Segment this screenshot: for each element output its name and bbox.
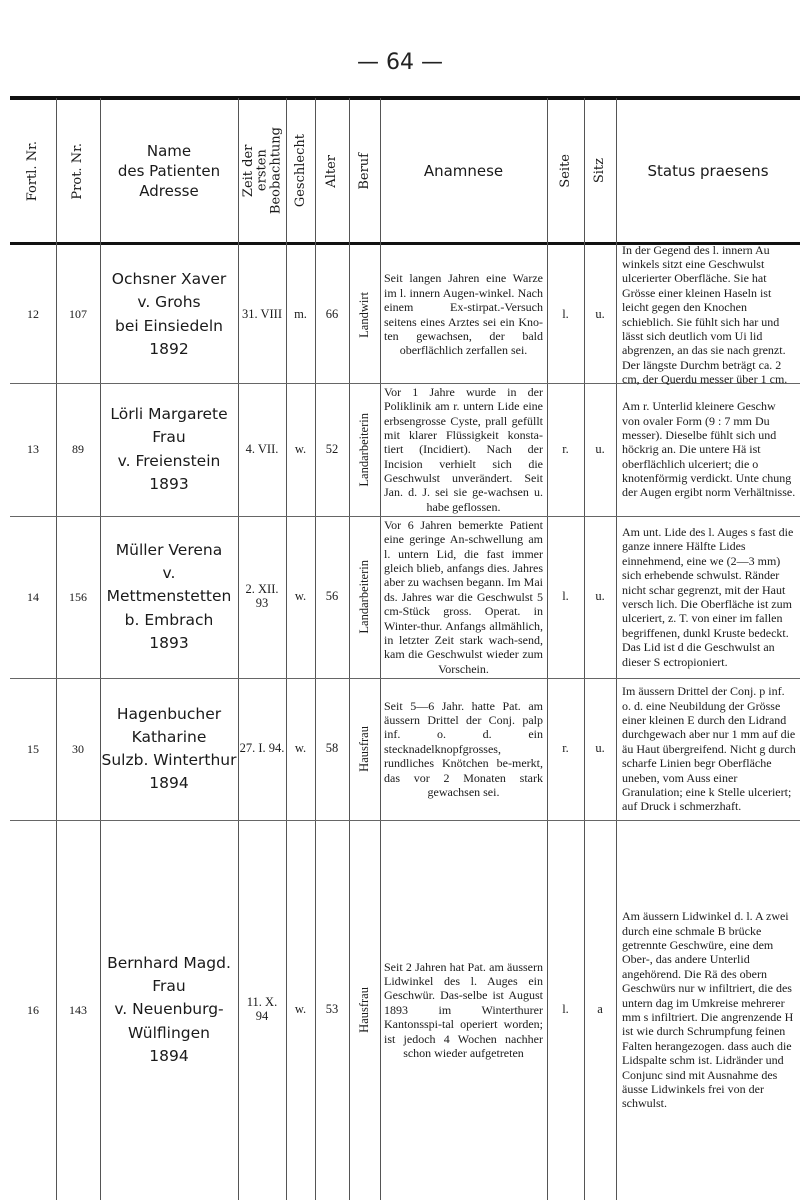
cell-beruf-text: Landwirt — [357, 291, 371, 338]
cell-zeit: 27. I. 94. — [239, 741, 285, 756]
header-status: Status praesens — [647, 161, 769, 180]
cell-name: Hagenbucher Katharine Sulzb. Winterthur 1894 — [101, 704, 237, 793]
cell-status — [616, 387, 800, 512]
cell-beruf — [349, 250, 380, 379]
header-alter — [315, 100, 349, 242]
cell-fortl: 15 — [27, 741, 39, 756]
cell-name: Müller Verena v. Mettmenstetten b. Embrach 1893 — [106, 540, 232, 652]
header-zeit — [238, 100, 286, 242]
cell-prot: 143 — [69, 1002, 87, 1017]
cell-beruf — [349, 520, 380, 674]
header-beruf — [349, 100, 380, 242]
cell-prot: 30 — [72, 741, 84, 756]
cell-name: Lörli Margarete Frau v. Freienstein 1893 — [110, 405, 228, 493]
cell-alter: 58 — [325, 741, 339, 756]
cell-zeit: 2. XII. 93 — [245, 582, 279, 610]
cell-sitz: u. — [595, 441, 605, 456]
cell-anamnese-text: Seit langen Jahren eine Warze im l. innern Augen-winkel. Nach einem Ex-stirpat.-Versuch seitens eines Arztes sei ein Kno-ten gewachsen, der bald oberflächlich zerfallen sei. — [384, 271, 543, 358]
cell-beruf — [349, 682, 380, 816]
header-anamnese: Anamnese — [423, 161, 504, 180]
cell-geschlecht: w. — [294, 589, 307, 604]
cell-status-text: Am r. Unterlid kleinere Geschw von ovaler Form (9 : 7 mm Du messer). Dieselbe fühlt sich und höckrig an. Die untere Hä ist oberflächlich ulceriert; die o knotenförmig verdickt. Unte chung der Augen ergibt norm Verhältnisse. — [622, 399, 796, 500]
cell-zeit: 11. X. 94 — [246, 995, 278, 1023]
cell-status-text: Am unt. Lide des l. Auges s fast die ganze innere Hälfte Lides einnehmend, eine we (2—3 mm) sich erhebende schwulst. Ränder nicht schar gegrenzt, mit der Haut versch lich. Die Oberfläche ist zum ulceriert, z. T. von einer im fallen begriffenen, dunkl Kruste bedeckt. Das Lid ist d die Geschwulst an dieser S ectropioniert. — [622, 525, 794, 669]
header-label: Alter — [324, 154, 340, 188]
cell-seite: r. — [562, 741, 569, 756]
header-label: Seite — [557, 154, 573, 188]
header-sitz — [584, 100, 616, 242]
cell-status-text: Im äussern Drittel der Conj. p inf. o. d. eine Neubildung der Grösse einer kleinen E durch den Lidrand durchgewach aber nur 1 mm auf die äu Haut übergreifend. Nicht g durch scharfe Linien begr Oberfläche uneben, vom Auss einer Granulation; eine k Stelle ulceriert; auf Druck i schmerzhaft. — [622, 684, 796, 814]
cell-status — [616, 824, 800, 1196]
header-label: Geschlecht — [292, 134, 308, 208]
cell-name: Ochsner Xaver v. Grohs bei Einsiedeln 1892 — [111, 270, 227, 358]
header-label: Sitz — [592, 158, 608, 184]
cell-beruf-text: Hausfrau — [357, 987, 371, 1033]
cell-beruf-text: Landarbeiterin — [357, 560, 371, 634]
cell-fortl: 16 — [27, 1002, 39, 1017]
cell-geschlecht: m. — [294, 306, 307, 321]
page-number: — 64 — — [357, 50, 443, 75]
cell-geschlecht: w. — [294, 1002, 307, 1017]
cell-anamnese — [380, 384, 547, 514]
cell-seite: l. — [562, 589, 569, 604]
cell-prot: 156 — [69, 589, 87, 604]
cell-alter: 52 — [325, 441, 339, 456]
header-label: Prot. Nr. — [70, 142, 86, 200]
cell-anamnese-text: Vor 6 Jahren bemerkte Patient eine geringe An-schwellung am l. untern Lid, die fast immer gleich blieb, anfangs dies. Jahres aber zu wachsen begann. Im Mai ds. Jahres war die Geschwulst 5 cm-Stück gross. Operat. in Winter-thur. Anfangs allmählich, in letzter Zeit stark wach-send, kam die Geschwulst wieder zum Vorschein. — [384, 517, 543, 676]
cell-anamnese-text: Seit 2 Jahren hat Pat. am äussern Lidwinkel des l. Auges ein Geschwür. Das-selbe ist August 1893 im Winterthurer Kantonsspi-tal operiert worden; ist jedoch 4 Wochen nachher schon wieder aufgetreten — [384, 959, 543, 1060]
header-name: Name des Patienten Adresse — [117, 141, 221, 201]
cell-alter: 66 — [325, 306, 339, 321]
cell-name: Bernhard Magd. Frau v. Neuenburg- Wülflingen 1894 — [107, 953, 231, 1065]
header-label: Fortl. Nr. — [25, 140, 41, 202]
cell-status — [616, 682, 800, 816]
cell-beruf — [349, 387, 380, 512]
cell-anamnese — [380, 250, 547, 379]
cell-anamnese-text: Vor 1 Jahre wurde in der Poliklinik am r. untern Lide eine erbsengrosse Cyste, prall gefüllt mit klarer Flüssigkeit konsta-tiert (Incidiert). Nach der Incision verhielt sich die Geschwulst unverändert. Seit Jan. d. J. sei sie ge-wachsen u. habe geflossen. — [384, 384, 543, 514]
cell-status-text: In der Gegend des l. innern Au winkels sitzt eine Geschwulst ulcerierter Oberfläche. Sie hat Grösse einer kleinen Haseln ist leicht gegen den Knochen schieblich. Sie fühlt sich har und lässt sich deutlich vom Ui lid abgrenzen, an das sie nach grenzt. Der längste Durchm beträgt ca. 2 cm, der Querdu messer über 1 cm. — [622, 242, 788, 387]
cell-alter: 53 — [325, 1002, 339, 1017]
cell-alter: 56 — [325, 589, 339, 604]
cell-geschlecht: w. — [294, 741, 307, 756]
header-label: Beruf — [356, 152, 372, 190]
cell-sitz: a — [597, 1002, 603, 1017]
cell-status — [616, 520, 800, 674]
cell-seite: r. — [562, 441, 569, 456]
cell-seite: l. — [562, 1002, 569, 1017]
header-geschlecht — [286, 100, 315, 242]
cell-beruf — [349, 824, 380, 1196]
cell-sitz: u. — [595, 306, 605, 321]
cell-fortl: 14 — [27, 589, 39, 604]
cell-status — [616, 242, 800, 387]
cell-status-text: Am äussern Lidwinkel d. l. A zwei durch eine schmale B brücke getrennte Geschwüre, eine dem Ober-, das andere Unterlid angehörend. Die Rä des obern Geschwürs nur w infiltriert, die des untern dag im Umkreise mehrerer mm s infiltriert. Die angrenzende H ist wie durch Schrumpfung feinen Falten herangezogen. dass auch die Lidspalte schm ist. Lidränder und Conjunc sind mit Ausnahme des äusse Lidwinkels frei von der schwulst. — [622, 909, 794, 1111]
cell-zeit: 31. VIII — [241, 306, 283, 321]
row-divider — [10, 516, 800, 517]
header-prot — [56, 100, 100, 242]
cell-beruf-text: Hausfrau — [357, 726, 371, 772]
cell-prot: 89 — [72, 442, 84, 456]
cell-anamnese — [380, 517, 547, 676]
header-label: Zeit der ersten Beobachtung — [240, 127, 283, 215]
cell-zeit: 4. VII. — [245, 441, 279, 456]
row-divider — [10, 820, 800, 821]
header-seite — [547, 100, 584, 242]
row-divider — [10, 678, 800, 679]
header-fortl — [10, 100, 56, 242]
cell-geschlecht: w. — [294, 441, 307, 456]
cell-fortl: 12 — [27, 307, 39, 321]
cell-beruf-text: Landarbeiterin — [357, 412, 371, 487]
cell-seite: l. — [562, 306, 569, 321]
cell-prot: 107 — [69, 307, 87, 321]
cell-sitz: u. — [595, 589, 605, 604]
cell-anamnese — [380, 824, 547, 1196]
cell-anamnese-text: Seit 5—6 Jahr. hatte Pat. am äussern Drittel der Conj. palp inf. o. d. ein stecknadelknopfgrosses, rundliches Knötchen be-merkt, das vor 2 Monaten stark gewachsen sei. — [384, 698, 543, 799]
cell-sitz: u. — [595, 741, 605, 756]
cell-anamnese — [380, 682, 547, 816]
cell-fortl: 13 — [27, 442, 39, 456]
